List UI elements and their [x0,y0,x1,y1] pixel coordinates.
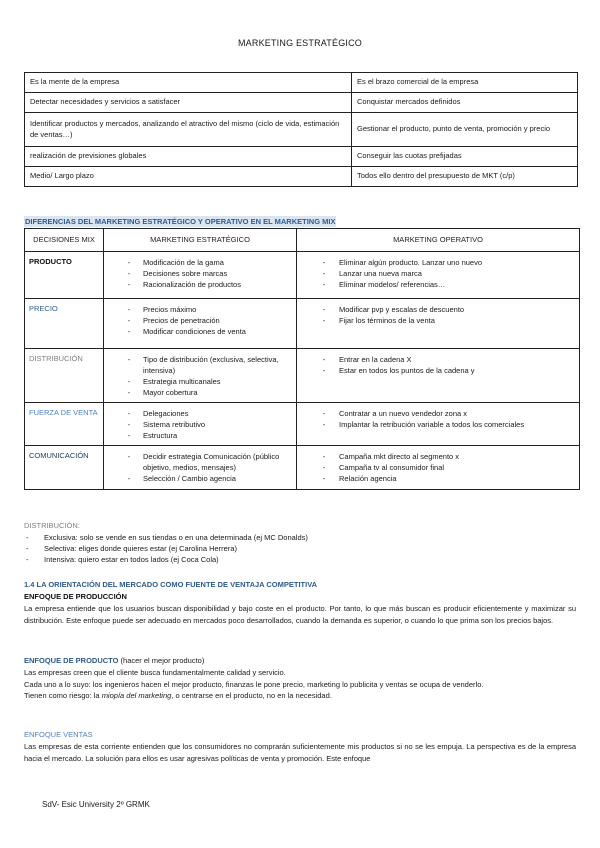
heading-enfoque-ventas: ENFOQUE VENTAS [24,730,93,739]
bullet-list [297,354,575,376]
list-item: - Delegaciones [104,408,292,419]
list-item: - Estructura [104,430,292,441]
cell-operativo: Conquistar mercados definidos [352,93,578,113]
cell-estrategico [104,299,297,349]
list-item: - Selección / Cambio agencia [104,473,292,484]
section-title: DIFERENCIAS DEL MARKETING ESTRATÉGICO Y OPERATIVO EN EL MARKETING MIX [25,217,336,226]
cell-operativo [297,299,580,349]
list-item: - Lanzar una nueva marca [297,268,575,279]
paragraph-produccion: La empresa entiende que los usuarios buscan disponibilidad y bajo coste en el producto. Por tanto, lo que más buscan es producir eficientemente y maximizar su distribución. Este enfoque puede ser adecuado en mercados poco desarrollados, cuando la demanda es superior, o cuando lo que prima son los precios bajos. [24,604,576,625]
category-cell: PRECIO [25,299,104,349]
bullet-list [104,304,292,337]
cell-estrategico: Es la mente de la empresa [25,73,352,93]
cell-operativo [297,403,580,446]
bullet-list [297,304,575,326]
category-cell: COMUNICACIÓN [25,446,104,490]
list-item: - Eliminar algún producto. Lanzar uno nuevo [297,257,575,268]
risk-italic: miopía del marketing [101,691,172,700]
table-row [25,93,578,113]
bullet-list [297,451,575,484]
list-item: - Campaña mkt directo al segmento x [297,451,575,462]
list-item: - Fijar los términos de la venta [297,315,575,326]
list-item: - Exclusiva: solo se vende en sus tiendas o en una determinada (ej MC Donalds) [24,532,576,543]
paragraph-ventas: Las empresas de esta corriente entienden que los consumidores no comprarán suficientemente mis productos si no se les empuja. La perspectiva es de la empresa hacia el mercado. La solución para ellos es usar agresivas políticas de venta y promoción. Este enfoque [24,742,576,763]
heading-enfoque-producto-note: (hacer el mejor producto) [120,656,205,665]
header-operativo: MARKETING OPERATIVO [297,229,580,252]
list-item: - Sistema retributivo [104,419,292,430]
producto-line-3 [24,690,576,702]
list-item: - Modificación de la gama [104,257,292,268]
cell-operativo [297,252,580,299]
bullet-list [104,451,292,484]
bullet-list [104,257,292,290]
cell-estrategico [104,349,297,403]
category-cell: DISTRIBUCIÓN [25,349,104,403]
comparison-table [24,72,578,187]
list-item: - Eliminar modelos/ referencias… [297,279,575,290]
cell-estrategico: realización de previsiones globales [25,147,352,167]
list-item: - Precios máximo [104,304,292,315]
category-cell: PRODUCTO [25,252,104,299]
cell-estrategico [104,403,297,446]
distribucion-list [24,532,576,565]
document-title: MARKETING ESTRATÉGICO [237,38,363,48]
table-row [25,167,578,187]
category-cell: FUERZA DE VENTA [25,403,104,446]
list-item: - Tipo de distribución (exclusiva, selectiva, intensiva) [104,354,292,376]
bullet-list [104,408,292,441]
bullet-list [297,257,575,290]
table-row [25,73,578,93]
list-item: - Modificar pvp y escalas de descuento [297,304,575,315]
table-row [25,299,580,349]
list-item: - Estrategia multicanales [104,376,292,387]
producto-line-1: Las empresas creen que el cliente busca fundamentalmente calidad y servicio. [24,668,286,677]
list-item: - Decidir estrategia Comunicación (público objetivo, medios, mensajes) [104,451,292,473]
list-item: - Relación agencia [297,473,575,484]
cell-estrategico [104,446,297,490]
cell-estrategico: Medio/ Largo plazo [25,167,352,187]
cell-operativo: Todos ello dentro del presupuesto de MKT (c/p) [352,167,578,187]
bullet-list [297,408,575,430]
table-row [25,403,580,446]
header-estrategico: MARKETING ESTRATÉGICO [104,229,297,252]
heading-enfoque-producto [24,655,576,667]
list-item: - Decisiones sobre marcas [104,268,292,279]
list-item: - Estar en todos los puntos de la cadena y [297,365,575,376]
heading-enfoque-produccion: ENFOQUE DE PRODUCCIÓN [24,592,127,601]
cell-estrategico [104,252,297,299]
page-footer: SdV- Esic University 2º GRMK [42,800,150,809]
list-item: - Intensiva: quiero estar en todos lados (ej Coca Cola) [24,554,576,565]
paragraph-producto [24,667,576,702]
list-item: - Entrar en la cadena X [297,354,575,365]
marketing-mix-table [24,228,580,490]
list-item: - Racionalización de productos [104,279,292,290]
cell-operativo [297,446,580,490]
cell-operativo [297,349,580,403]
list-item: - Campaña tv al consumidor final [297,462,575,473]
cell-estrategico: Detectar necesidades y servicios a satisfacer [25,93,352,113]
list-item: - Implantar la retribución variable a todos los comerciales [297,419,575,430]
table-row [25,113,578,147]
heading-enfoque-producto-label: ENFOQUE DE PRODUCTO [24,656,119,665]
header-decisiones: DECISIONES MIX [25,229,104,252]
section-heading-orientacion: 1.4 LA ORIENTACIÓN DEL MERCADO COMO FUENTE DE VENTAJA COMPETITIVA [24,580,318,589]
cell-operativo: Conseguir las cuotas prefijadas [352,147,578,167]
cell-operativo: Es el brazo comercial de la empresa [352,73,578,93]
cell-estrategico: Identificar productos y mercados, analizando el atractivo del mismo (ciclo de vida, estimación de ventas…) [25,113,352,147]
table-row [25,147,578,167]
list-item: - Selectiva: eliges donde quieres estar (ej Carolina Herrera) [24,543,576,554]
table-row [25,252,580,299]
table-row [25,446,580,490]
risk-prefix: Tienen como riesgo: la [24,691,102,700]
table-row [25,349,580,403]
distribucion-heading: DISTRIBUCIÓN: [24,521,80,530]
producto-line-2: Cada uno a lo suyo: los ingenieros hacen el mejor producto, finanzas le pone precio, marketing lo publicita y ventas se ocupa de venderlo. [24,679,484,689]
bullet-list [104,354,292,398]
list-item: - Contratar a un nuevo vendedor zona x [297,408,575,419]
list-item: - Mayor cobertura [104,387,292,398]
cell-operativo: Gestionar el producto, punto de venta, promoción y precio [352,113,578,147]
list-item: - Modificar condiciones de venta [104,326,292,337]
list-item: - Precios de penetración [104,315,292,326]
risk-suffix: , o centrarse en el producto, no en la necesidad. [171,691,332,700]
